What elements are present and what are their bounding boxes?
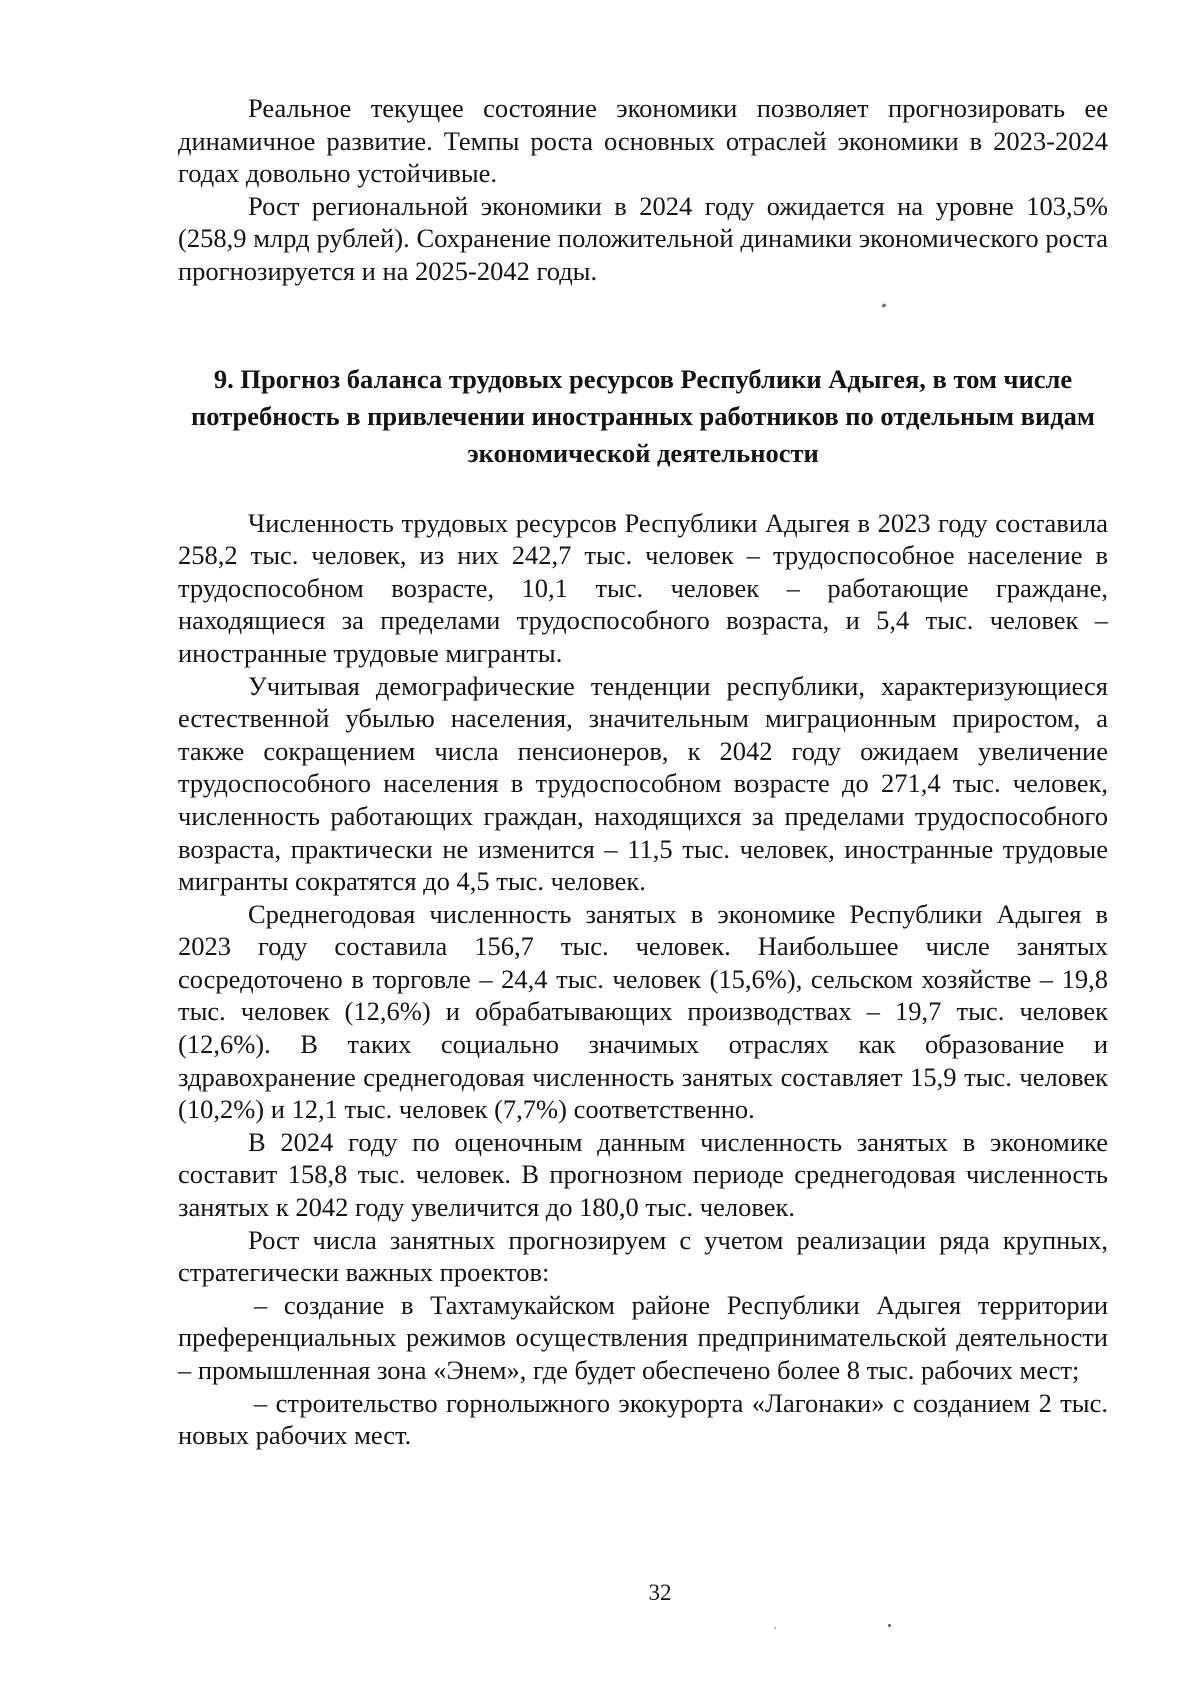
scan-speck [888,1624,891,1627]
paragraph-projects-intro: Рост числа занятных прогнозируем с учетом реализации ряда крупных, стратегически важных проектов: [178,1224,1108,1288]
page-number: 32 [648,1580,672,1605]
document-page [178,92,1108,1452]
paragraph-economy-state: Реальное текущее состояние экономики позволяет прогнозировать ее динамичное развитие. Темпы роста основных отраслей экономики в 2023-2024 годах довольно устойчивые. [178,93,1108,189]
paragraph-economy-growth: Рост региональной экономики в 2024 году ожидается на уровне 103,5% (258,9 млрд рублей). Сохранение положительной динамики экономического роста прогнозируется и на 2025-2042 годы. [178,190,1108,286]
paragraph-employment-2023: Среднегодовая численность занятых в экономике Республики Адыгея в 2023 году составила 156,7 тыс. человек. Наибольшее числе занятых сосредоточено в торговле – 24,4 тыс. человек (15,6%), сельском хозяйстве – 19,8 тыс. человек (12,6%) и обрабатывающих производствах – 19,7 тыс. человек (12,6%). В таких социально значимых отраслях как образование и здравохранение среднегодовая численность занятых составляет 15,9 тыс. человек (10,2%) и 12,1 тыс. человек (7,7%) соответственно. [178,898,1108,1125]
paragraph-demographic-trends: Учитывая демографические тенденции республики, характеризующиеся естественной убылью населения, значительным миграционным приростом, а также сокращением числа пенсионеров, к 2042 году ожидаем увеличение трудоспособного населения в трудоспособном возрасте до 271,4 тыс. человек, численность работающих граждан, находящихся за пределами трудоспособного возраста, практически не изменится – 11,5 тыс. человек, иностранные трудовые мигранты сократятся до 4,5 тыс. человек. [178,670,1108,897]
list-item: – строительство горнолыжного экокурорта «Лагонаки» с созданием 2 тыс. новых рабочих мест. [178,1387,1108,1451]
list-item: – создание в Тахтамукайском районе Республики Адыгея территории преференциальных режимов осуществления предпринимательской деятельности – промышленная зона «Энем», где будет обеспечено более 8 тыс. рабочих мест; [178,1289,1108,1385]
section-heading: 9. Прогноз баланса трудовых ресурсов Республики Адыгея, в том числе потребность в привлечении иностранных работников по отдельным видам экономической деятельности [191,363,1095,468]
paragraph-employment-forecast: В 2024 году по оценочным данным численность занятых в экономике составит 158,8 тыс. человек. В прогнозном периоде среднегодовая численность занятых к 2042 году увеличится до 180,0 тыс. человек. [178,1126,1108,1223]
scan-speck [774,1627,776,1629]
paragraph-labor-resources: Численность трудовых ресурсов Республики Адыгея в 2023 году составила 258,2 тыс. человек, из них 242,7 тыс. человек – трудоспособное население в трудоспособном возрасте, 10,1 тыс. человек – работающие граждане, находящиеся за пределами трудоспособного возраста, и 5,4 тыс. человек – иностранные трудовые мигранты. [178,507,1108,668]
